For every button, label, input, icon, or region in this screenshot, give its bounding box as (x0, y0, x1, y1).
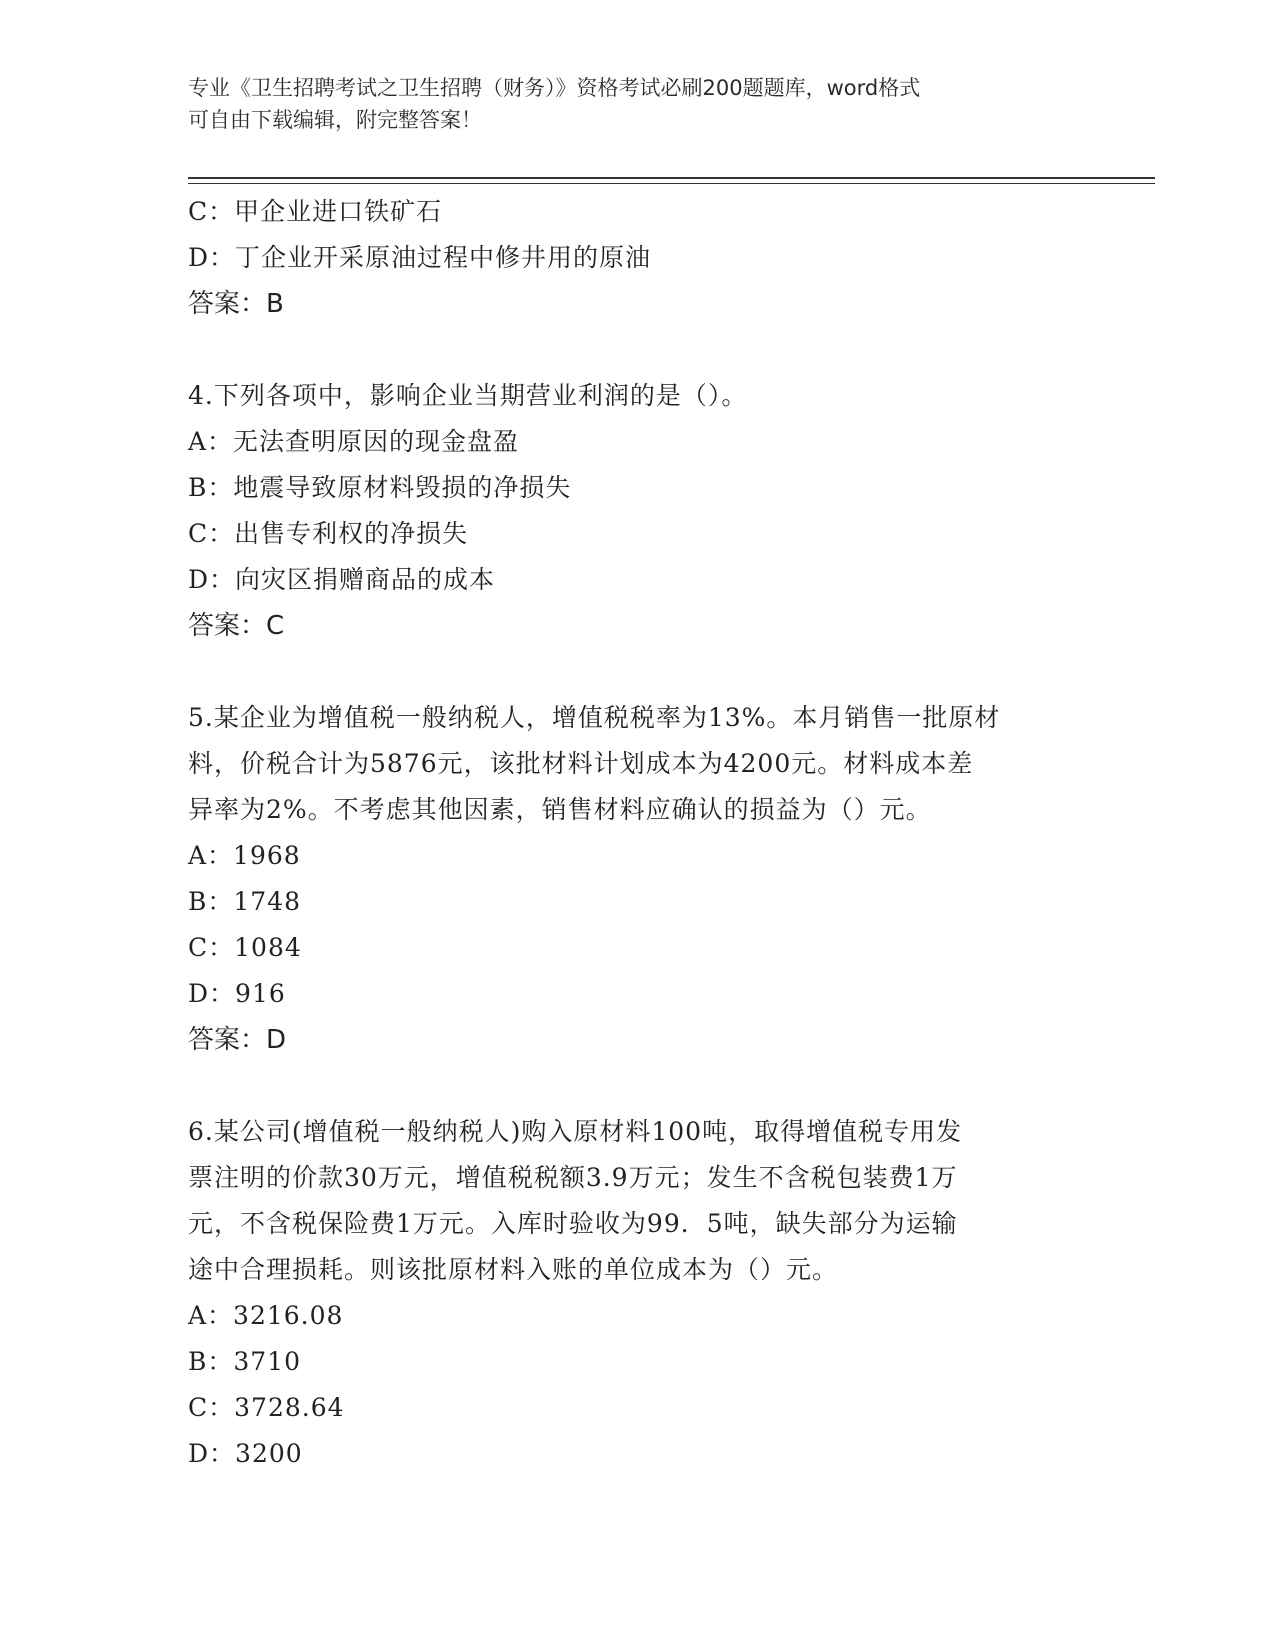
question-spacer (188, 327, 1088, 373)
answer-line: 答案：C (188, 611, 285, 641)
option-c: C：1084 (188, 933, 302, 962)
stem-line: 票注明的价款30万元，增值税税额3.9万元；发生不含税包装费1万 (188, 1163, 958, 1192)
header-divider-thin (188, 183, 1155, 184)
document-header (188, 72, 1088, 136)
answer-line: 答案：B (188, 289, 284, 319)
option-b: B：1748 (188, 887, 301, 916)
question-stem (188, 695, 1088, 833)
option-d: D：向灾区捐赠商品的成本 (188, 565, 496, 594)
option-a: A：3216.08 (188, 1301, 344, 1330)
stem-line: 元，不含税保险费1万元。入库时验收为99．5吨，缺失部分为运输 (188, 1209, 958, 1238)
question-list (188, 189, 1088, 1477)
option-a: A：无法查明原因的现金盘盈 (188, 427, 520, 456)
option-a: A：1968 (188, 841, 301, 870)
stem-line: 5.某企业为增值税一般纳税人，增值税税率为13%。本月销售一批原材 (188, 703, 1001, 732)
stem-line: 6.某公司(增值税一般纳税人)购入原材料100吨，取得增值税专用发 (188, 1117, 963, 1146)
question-stem (188, 1109, 1088, 1293)
option-d: D：916 (188, 979, 286, 1008)
option-d: D：3200 (188, 1439, 303, 1468)
option-c: C：甲企业进口铁矿石 (188, 197, 443, 226)
question-3-tail (188, 189, 1088, 327)
option-d: D：丁企业开采原油过程中修井用的原油 (188, 243, 652, 272)
stem-line: 异率为2%。不考虑其他因素，销售材料应确认的损益为（）元。 (188, 795, 932, 824)
stem-line: 途中合理损耗。则该批原材料入账的单位成本为（）元。 (188, 1255, 839, 1284)
header-line-1: 专业《卫生招聘考试之卫生招聘（财务）》资格考试必刷200题题库，word格式 (188, 76, 921, 100)
option-b: B：地震导致原材料毁损的净损失 (188, 473, 572, 502)
option-c: C：3728.64 (188, 1393, 345, 1422)
option-c: C：出售专利权的净损失 (188, 519, 469, 548)
question-stem: 4.下列各项中，影响企业当期营业利润的是（）。 (188, 381, 748, 410)
question-6 (188, 1109, 1088, 1477)
question-spacer (188, 649, 1088, 695)
header-divider-thick (188, 177, 1155, 179)
option-b: B：3710 (188, 1347, 301, 1376)
question-4 (188, 373, 1088, 649)
question-spacer (188, 1063, 1088, 1109)
answer-line: 答案：D (188, 1025, 287, 1055)
stem-line: 料，价税合计为5876元，该批材料计划成本为4200元。材料成本差 (188, 749, 974, 778)
question-5 (188, 695, 1088, 1063)
header-line-2: 可自由下载编辑，附完整答案！ (188, 108, 482, 132)
